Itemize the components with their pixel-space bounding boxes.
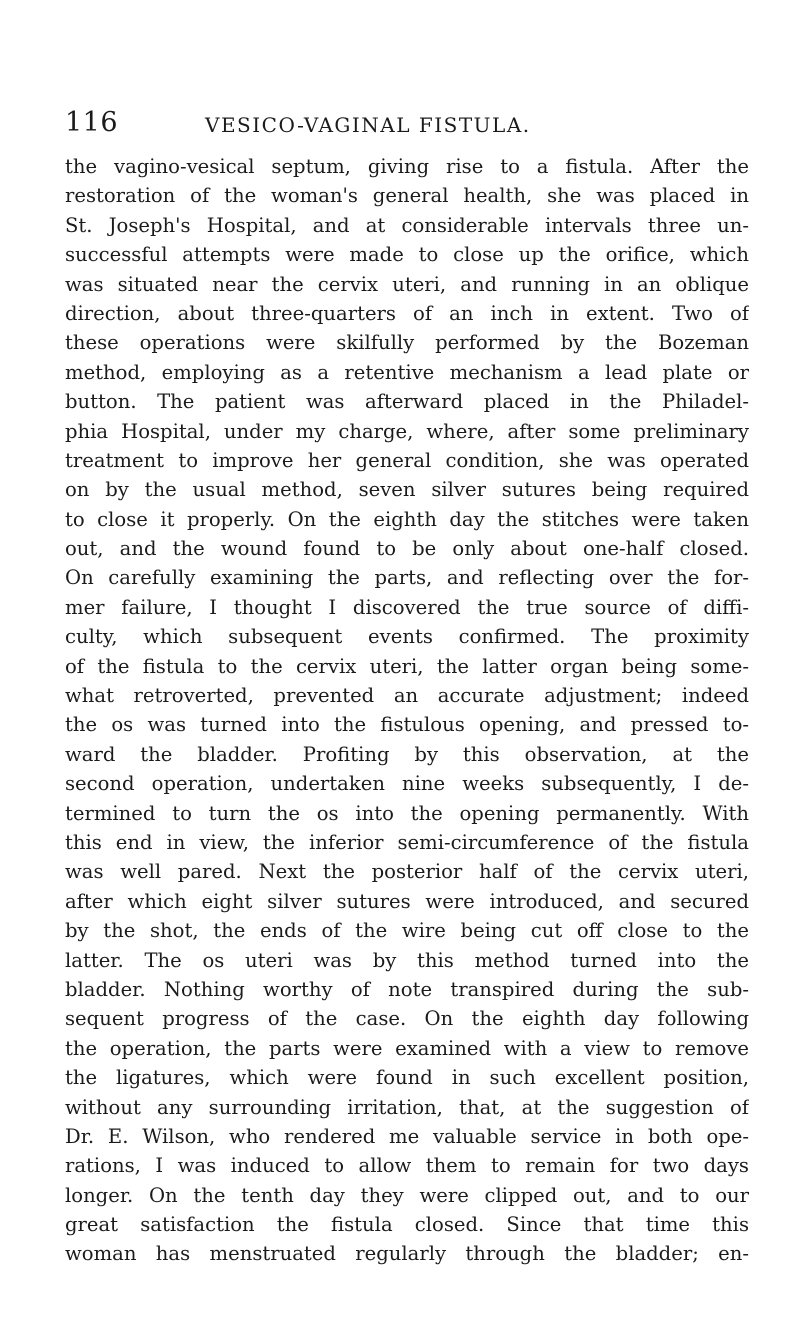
text-line: direction, about three-quarters of an inch in extent. Two of [65, 301, 749, 325]
text-line: On carefully examining the parts, and reflecting over the for- [65, 566, 749, 590]
page-header [65, 108, 745, 138]
text-line: to close it properly. On the eighth day the stitches were taken [65, 507, 749, 531]
text-line: phia Hospital, under my charge, where, after some preliminary [65, 419, 749, 443]
text-line: sequent progress of the case. On the eighth day following [65, 1007, 749, 1031]
text-line: on by the usual method, seven silver sutures being required [65, 478, 749, 502]
text-line: was well pared. Next the posterior half of the cervix uteri, [65, 860, 749, 884]
text-line: termined to turn the os into the opening permanently. With [65, 801, 749, 825]
text-line: the operation, the parts were examined with a view to remove [65, 1036, 749, 1060]
text-line: what retroverted, prevented an accurate adjustment; indeed [65, 684, 749, 708]
text-line: by the shot, the ends of the wire being cut off close to the [65, 919, 749, 943]
text-line: of the fistula to the cervix uteri, the latter organ being some- [65, 654, 749, 678]
text-line: rations, I was induced to allow them to remain for two days [65, 1154, 749, 1178]
text-line: button. The patient was afterward placed in the Philadel- [65, 390, 749, 414]
text-line: longer. On the tenth day they were clipped out, and to our [65, 1183, 749, 1207]
text-line: this end in view, the inferior semi-circumference of the fistula [65, 830, 749, 854]
text-line: woman has menstruated regularly through the bladder; en- [65, 1242, 749, 1266]
text-line: St. Joseph's Hospital, and at considerable intervals three un- [65, 213, 749, 237]
text-line: was situated near the cervix uteri, and running in an oblique [65, 272, 749, 296]
text-line: out, and the wound found to be only about one-half closed. [65, 537, 749, 561]
text-line: Dr. E. Wilson, who rendered me valuable service in both ope- [65, 1124, 749, 1148]
text-line: after which eight silver sutures were introduced, and secured [65, 889, 749, 913]
text-line: second operation, undertaken nine weeks subsequently, I de- [65, 772, 749, 796]
text-line: these operations were skilfully performed by the Bozeman [65, 331, 749, 355]
page-number: 116 [65, 107, 119, 138]
text-line: the os was turned into the fistulous opening, and pressed to- [65, 713, 749, 737]
text-line: great satisfaction the fistula closed. Since that time this [65, 1213, 749, 1237]
text-line: the vagino-vesical septum, giving rise to a fistula. After the [65, 155, 749, 178]
text-line: latter. The os uteri was by this method turned into the [65, 948, 749, 972]
text-line: successful attempts were made to close up the orifice, which [65, 243, 749, 267]
text-line: the ligatures, which were found in such excellent position, [65, 1066, 749, 1090]
text-line: method, employing as a retentive mechanism a lead plate or [65, 360, 749, 384]
text-line: culty, which subsequent events confirmed. The proximity [65, 625, 749, 649]
running-title: VESICO-VAGINAL FISTULA. [205, 113, 531, 137]
text-line: without any surrounding irritation, that, at the suggestion of [65, 1095, 749, 1119]
text-line: mer failure, I thought I discovered the true source of diffi- [65, 595, 749, 619]
text-line: treatment to improve her general condition, she was operated [65, 448, 749, 472]
body-text [65, 152, 749, 1269]
text-line: restoration of the woman's general health, she was placed in [65, 184, 749, 208]
text-line: ward the bladder. Profiting by this observation, at the [65, 742, 749, 766]
text-line: bladder. Nothing worthy of note transpired during the sub- [65, 977, 749, 1001]
